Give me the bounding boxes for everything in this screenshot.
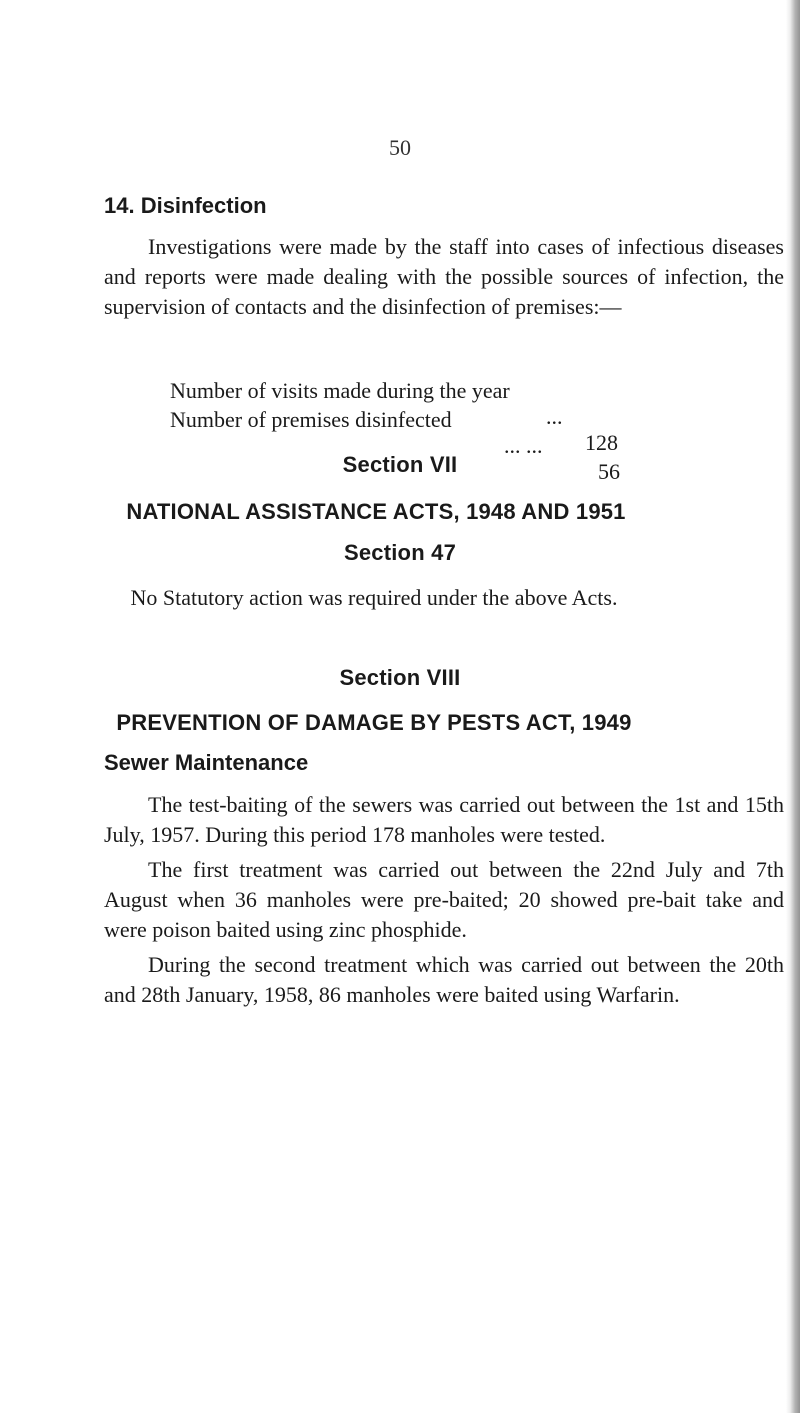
disinfection-paragraph <box>104 232 784 322</box>
stat-leader: ... ... <box>504 433 543 458</box>
disinfection-heading: 14. Disinfection <box>104 193 267 218</box>
section-viii-act-title: PREVENTION OF DAMAGE BY PESTS ACT, 1949 <box>116 710 632 735</box>
section-vii-title: Section VII <box>342 452 458 477</box>
section-47-title: Section 47 <box>343 540 457 565</box>
sewer-paragraph-3 <box>104 950 784 1010</box>
paragraph-text: During the second treatment which was carried out between the 20th and 28th January, 1958, 86 manholes were baited using Warfarin. <box>104 952 784 1007</box>
page-number: 50 <box>389 135 411 160</box>
sewer-paragraph-1 <box>104 790 784 850</box>
section-vii-statement: No Statutory action was required under the above Acts. <box>130 585 618 610</box>
section-viii-title: Section VIII <box>339 665 461 690</box>
stat-row-premises <box>148 381 768 511</box>
stat-label: Number of premises disinfected <box>170 407 452 432</box>
stat-leader: ... <box>546 404 563 429</box>
paragraph-text: The first treatment was carried out between the 22nd July and 7th August when 36 manholes were pre-baited; 20 showed pre-bait take and were poison baited using zinc phosphide. <box>104 857 784 942</box>
page-edge-shadow <box>786 0 800 1413</box>
sewer-paragraph-2 <box>104 855 784 945</box>
disinfection-paragraph-text: Investigations were made by the staff into cases of infectious diseases and reports were made dealing with the possible sources of infection, the supervision of contacts and the disinfection of premises:— <box>104 234 784 319</box>
stat-value: 56 <box>598 459 620 484</box>
paragraph-text: The test-baiting of the sewers was carried out between the 1st and 15th July, 1957. During this period 178 manholes were tested. <box>104 792 784 847</box>
section-vii-act-title: NATIONAL ASSISTANCE ACTS, 1948 AND 1951 <box>126 499 626 524</box>
stat-value: 128 <box>585 430 618 455</box>
sewer-maintenance-heading: Sewer Maintenance <box>104 750 309 775</box>
stat-label: Number of visits made during the year <box>170 378 510 403</box>
